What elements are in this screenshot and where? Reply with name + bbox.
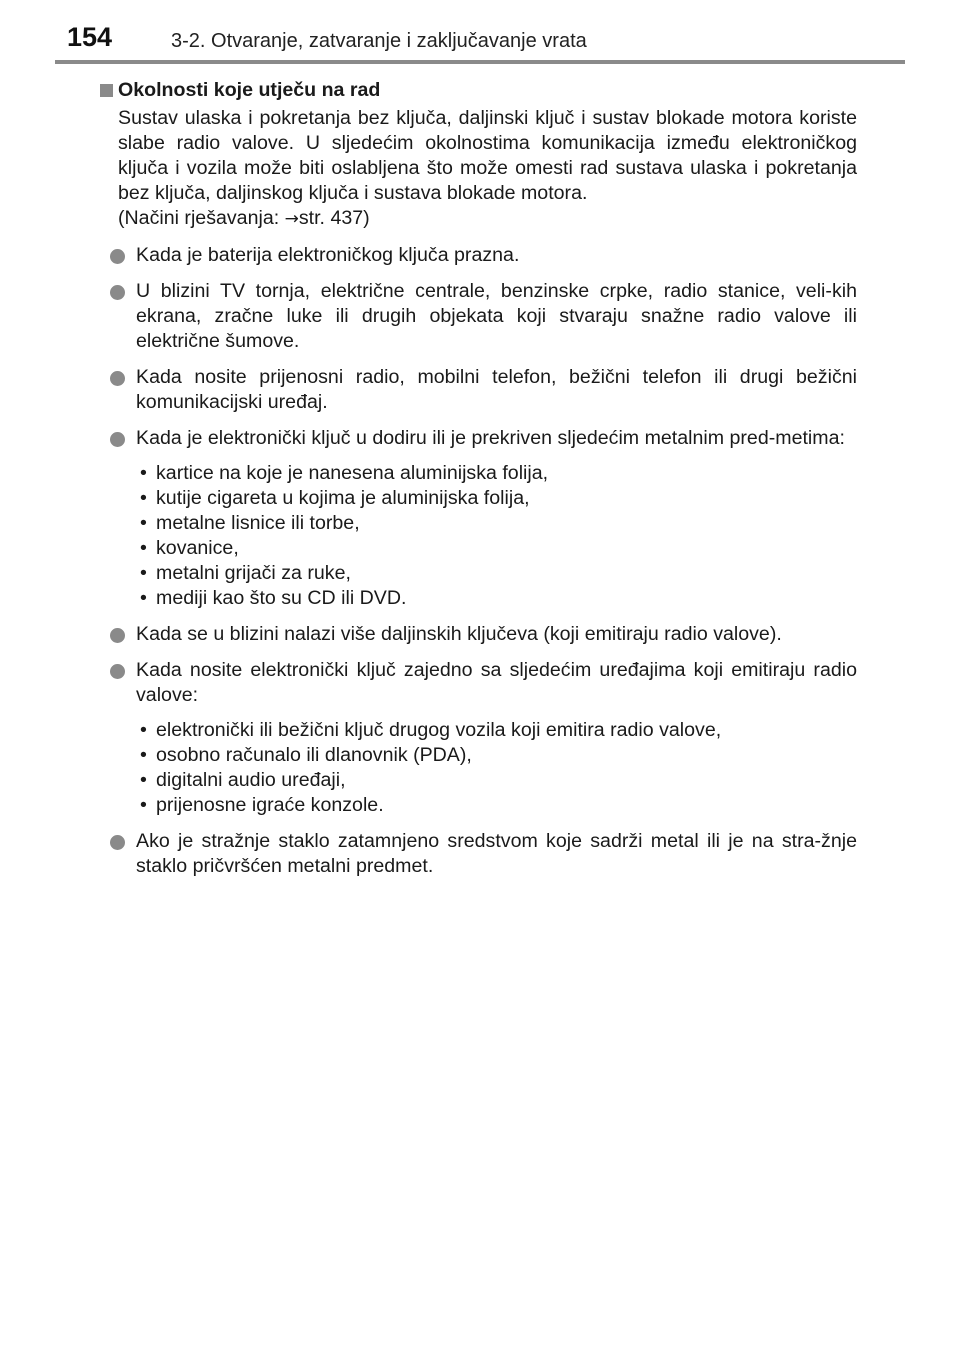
list-item: • mediji kao što su CD ili DVD. [136,586,857,611]
list-item: • kartice na koje je nanesena aluminijska folija, [136,461,857,486]
bullet-text: Kada je baterija elektroničkog ključa prazna. [136,244,520,266]
circle-icon [110,371,125,386]
metal-items-list [136,461,857,611]
bullet-item [100,279,857,354]
bullet-item [100,622,857,647]
bullet-text: U blizini TV tornja, električne centrale, benzinske crpke, radio stanice, veli-kih ekrana, zračne luke ili drugih objekata koji stvaraju snažne radio valove ili električne šumove. [136,280,857,352]
heading-text: Okolnosti koje utječu na rad [118,79,381,101]
circle-icon [110,835,125,850]
list-item: • elektronički ili bežični ključ drugog vozila koji emitira radio valove, [136,718,857,743]
bullet-text: Kada nosite prijenosni radio, mobilni telefon, bežični telefon ili drugi bežični komunikacijski uređaj. [136,366,857,413]
list-item: • metalni grijači za ruke, [136,561,857,586]
list-item: • kutije cigareta u kojima je aluminijska folija, [136,486,857,511]
header-rule [55,60,905,64]
reference-link[interactable]: str. 437) [298,207,370,229]
intro-text: Sustav ulaska i pokretanja bez ključa, daljinski ključ i sustav blokade motora koriste slabe radio valove. U sljedećim okolnostima komunikacija između elektroničkog ključa i vozila može biti oslabljena što može omesti rad sustava ulaska i pokretanja bez ključa, daljinskog ključa i sustava blokade motora. [118,107,857,204]
page-number: 154 [67,22,113,52]
reference-prefix: (Načini rješavanja: [118,207,285,229]
list-item: • kovanice, [136,536,857,561]
bullet-item [100,365,857,415]
bullet-item [100,658,857,708]
list-item: • osobno računalo ili dlanovnik (PDA), [136,743,857,768]
bullet-text: Kada se u blizini nalazi više daljinskih ključeva (koji emitiraju radio valove). [136,623,782,645]
circle-icon [110,432,125,447]
device-items-list [136,718,857,818]
list-item: • prijenosne igraće konzole. [136,793,857,818]
circle-icon [110,285,125,300]
intro-paragraph [118,106,857,232]
bullet-text: Kada nosite elektronički ključ zajedno sa sljedećim uređajima koji emitiraju radio valove: [136,659,857,706]
bullet-text: Kada je elektronički ključ u dodiru ili je prekriven sljedećim metalnim pred-metima: [136,427,845,449]
circle-icon [110,664,125,679]
list-item: • digitalni audio uređaji, [136,768,857,793]
section-title: 3-2. Otvaranje, zatvaranje i zaključavanje vrata [171,30,587,52]
circle-icon [110,249,125,264]
circle-icon [110,628,125,643]
arrow-right-icon: → [284,209,299,229]
bullet-text: Ako je stražnje staklo zatamnjeno sredstvom koje sadrži metal ili je na stra-žnje staklo pričvršćen metalni predmet. [136,830,857,877]
heading [100,78,857,103]
square-icon [100,84,113,97]
content-body [100,78,857,879]
bullet-item [100,426,857,451]
bullet-item [100,243,857,268]
list-item: • metalne lisnice ili torbe, [136,511,857,536]
bullet-item [100,829,857,879]
